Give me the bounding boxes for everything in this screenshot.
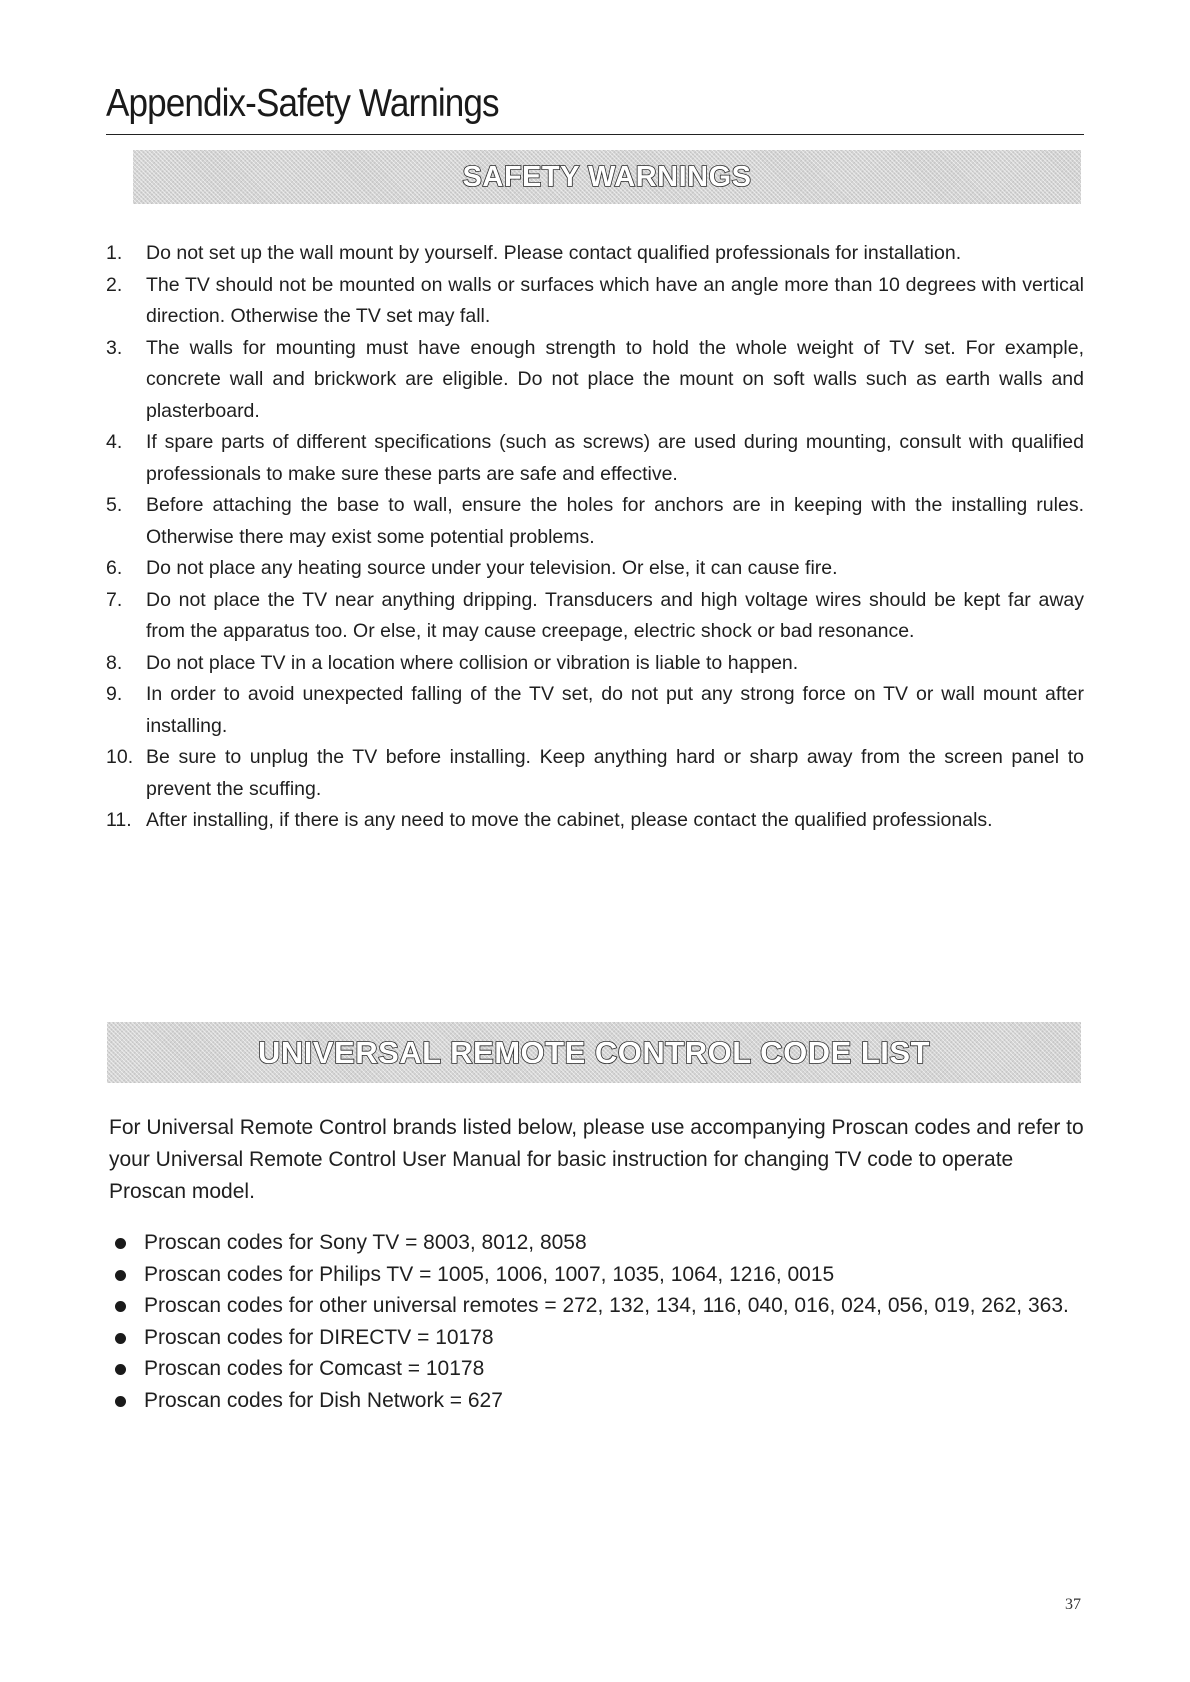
bullet-icon (115, 1270, 126, 1281)
code-text: Proscan codes for Philips TV = 1005, 1006, 1007, 1035, 1064, 1216, 0015 (144, 1262, 835, 1286)
bullet-icon (115, 1301, 126, 1312)
item-number: 7. (106, 588, 123, 611)
list-item (109, 1259, 1084, 1291)
bullet-icon (115, 1333, 126, 1344)
item-text: Before attaching the base to wall, ensure the holes for anchors are in keeping with the installing rules. Otherwise there may exist some potential problems. (146, 494, 1084, 548)
item-number: 9. (106, 683, 123, 705)
bullet-icon (115, 1396, 126, 1407)
item-number: 1. (106, 242, 123, 264)
safety-warnings-heading: SAFETY WARNINGS (462, 160, 752, 193)
remote-codes-list (109, 1227, 1084, 1416)
page-title: Appendix-Safety Warnings (106, 82, 499, 125)
list-item (109, 1353, 1084, 1385)
item-number: 5. (106, 494, 123, 516)
safety-warnings-banner (133, 150, 1081, 204)
list-item (106, 427, 1084, 490)
item-number: 3. (106, 336, 123, 359)
item-text: The TV should not be mounted on walls or surfaces which have an angle more than 10 degrees with vertical direction. Otherwise the TV set may fall. (146, 273, 1084, 327)
list-item (106, 585, 1084, 648)
remote-intro-paragraph: For Universal Remote Control brands listed below, please use accompanying Proscan codes and refer to your Universal Remote Control User Manual for basic instruction for changing TV code to operate Proscan model. (109, 1116, 1084, 1203)
code-text: Proscan codes for Sony TV = 8003, 8012, 8058 (144, 1231, 587, 1254)
list-item (106, 679, 1084, 742)
bullet-icon (115, 1364, 126, 1375)
list-item (109, 1385, 1084, 1417)
bullet-icon (115, 1238, 126, 1249)
code-text: Proscan codes for Dish Network = 627 (144, 1388, 503, 1412)
page-number: 37 (1065, 1596, 1081, 1613)
safety-warnings-list (106, 238, 1084, 837)
list-item (106, 805, 1084, 837)
item-text: Do not place the TV near anything dripping. Transducers and high voltage wires should be kept far away from the apparatus too. Or else, it may cause creepage, electric shock or bad resonance. (146, 588, 1084, 642)
code-text: Proscan codes for other universal remotes = 272, 132, 134, 116, 040, 016, 024, 056, 019, 262, 363. (144, 1294, 1069, 1317)
code-text: Proscan codes for DIRECTV = 10178 (144, 1325, 494, 1349)
item-number: 10. (106, 746, 134, 768)
item-text: Do not place any heating source under your television. Or else, it can cause fire. (146, 557, 838, 579)
code-text: Proscan codes for Comcast = 10178 (144, 1357, 485, 1380)
list-item (106, 270, 1084, 333)
remote-code-list-heading: UNIVERSAL REMOTE CONTROL CODE LIST (257, 1034, 931, 1070)
item-number: 2. (106, 273, 123, 296)
item-text: In order to avoid unexpected falling of the TV set, do not put any strong force on TV or wall mount after installing. (146, 683, 1084, 737)
list-item (106, 333, 1084, 428)
list-item (109, 1227, 1084, 1259)
list-item (106, 742, 1084, 805)
item-number: 4. (106, 431, 123, 453)
list-item (106, 648, 1084, 680)
list-item (109, 1322, 1084, 1354)
item-text: Do not place TV in a location where collision or vibration is liable to happen. (146, 651, 799, 674)
item-number: 6. (106, 557, 123, 579)
list-item (109, 1290, 1084, 1322)
remote-code-list-banner (107, 1022, 1081, 1083)
item-text: After installing, if there is any need to move the cabinet, please contact the qualified professionals. (146, 809, 993, 831)
item-text: Do not set up the wall mount by yourself. Please contact qualified professionals for installation. (146, 242, 962, 264)
item-number: 8. (106, 651, 123, 674)
list-item (106, 553, 1084, 585)
item-text: If spare parts of different specifications (such as screws) are used during mounting, consult with qualified professionals to make sure these parts are safe and effective. (146, 431, 1084, 485)
title-divider (106, 134, 1084, 135)
list-item (106, 238, 1084, 270)
item-text: Be sure to unplug the TV before installing. Keep anything hard or sharp away from the screen panel to prevent the scuffing. (146, 746, 1084, 800)
item-text: The walls for mounting must have enough strength to hold the whole weight of TV set. For example, concrete wall and brickwork are eligible. Do not place the mount on soft walls such as earth walls and plasterboard. (146, 336, 1084, 422)
item-number: 11. (106, 809, 132, 831)
list-item (106, 490, 1084, 553)
